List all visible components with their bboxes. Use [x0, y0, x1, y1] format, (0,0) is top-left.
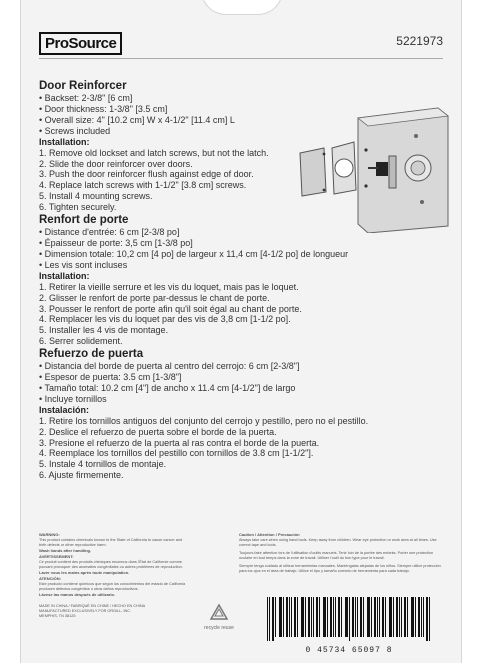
es-spec: • Distancia del borde de puerta al centro del cerrojo: 6 cm [2-3/8"] [39, 361, 300, 372]
en-spec: • Screws included [39, 125, 111, 136]
recycle-icon [208, 603, 230, 623]
upc-barcode [259, 597, 439, 653]
es-step: 2. Deslice el refuerzo de puerta sobre el borde de la puerta. [39, 426, 277, 437]
en-step: 5. Install 4 mounting screws. [39, 191, 153, 202]
fr-install-title: Installation: [39, 270, 90, 281]
en-install-title: Installation: [39, 136, 90, 147]
fr-step: 4. Remplacer les vis du loquet par des vis de 3,8 cm [1-1/2 po]. [39, 314, 291, 325]
sku-number: 5221973 [396, 34, 443, 48]
avert-text: Ce produit contient des produits chimiques reconnus dans l'État de Californie comme pouvant provoquer des anomalies congénitales ou autres problèmes de reproduction. [39, 560, 183, 569]
es-spec: • Tamaño total: 10.2 cm [4"] de ancho x 11.4 cm [4-1/2"] de largo [39, 382, 296, 393]
es-install-title: Instalación: [39, 404, 90, 415]
warning-title: WARNING: [39, 532, 60, 537]
en-spec: • Overall size: 4" [10.2 cm] W x 4-1/2" [11.4 cm] L [39, 114, 235, 125]
en-title: Door Reinforcer [39, 80, 127, 92]
en-step: 3. Push the door reinforcer flush against edge of door. [39, 169, 254, 180]
warning-wash: Wash hands after handling. [39, 548, 92, 553]
brand-logo: ProSource [39, 32, 122, 55]
avert-wash: Laver vous les mains après toute manipulation. [39, 570, 130, 575]
caution-text-es: Siempre tenga cuidado al utilizar herramientas manuales. Manténgalas alejadas de los niños. Siempre utilice protección para los ojos en el área de trabajo. Utilice el tipo y tamaño correcto de herramienta para cada trabajo. [239, 564, 441, 573]
es-step: 5. Instale 4 tornillos de montaje. [39, 459, 167, 470]
fr-spec: • Épaisseur de porte: 3,5 cm [1-3/8 po] [39, 237, 193, 248]
fr-spec: • Distance d'entrée: 6 cm [2-3/8 po] [39, 227, 180, 238]
caution-text: Always take care when using hand tools. Keep away from children. Wear eye protection or work area at all times. Use correct tape and tools. [239, 538, 437, 547]
fr-spec: • Dimension totale: 10,2 cm [4 po] de largeur x 11,4 cm [4-1/2 po] de longueur [39, 248, 349, 259]
caution-block [239, 532, 444, 574]
en-spec: • Door thickness: 1-3/8" [3.5 cm] [39, 103, 168, 114]
hang-hole [201, 0, 283, 15]
es-spec: • Incluye tornillos [39, 393, 107, 404]
atencion-title: ATENCIÓN: [39, 576, 61, 581]
fr-step: 5. Installer les 4 vis de montage. [39, 325, 169, 336]
es-step: 1. Retire los tornillos antiguos del conjunto del cerrojo y pestillo, pero no el pestillo. [39, 415, 369, 426]
atencion-text: Este producto contiene químicos que según los conocimientos del estado de California producen defectos congénitos u otros daños reproductivos. [39, 582, 186, 591]
fr-step: 1. Retirer la vieille serrure et les vis du loquet, mais pas le loquet. [39, 281, 299, 292]
avert-title: AVERTISSEMENT: [39, 554, 74, 559]
made-in: MADE IN CHINA / FABRIQUÉ EN CHINE / HECHO EN CHINA [39, 604, 146, 608]
recycle-logo [199, 603, 239, 631]
es-title: Refuerzo de puerta [39, 348, 144, 361]
fr-step: 2. Glisser le renfort de porte par-dessus le chant de porte. [39, 292, 270, 303]
caution-title: Caution / Attention / Precaución [239, 532, 300, 537]
en-step: 4. Replace latch screws with 1-1/2" [3.8 cm] screws. [39, 180, 247, 191]
fr-step: 6. Serrer solidement. [39, 336, 123, 347]
barcode-digits: 0 45734 65097 8 [305, 646, 393, 655]
header-divider [39, 58, 443, 59]
warning-text: This product contains chemicals known to the State of California to cause cancer and birth defects or other reproductive harm. [39, 538, 183, 547]
es-spec: • Espesor de puerta: 3.5 cm [1-3/8"] [39, 372, 182, 383]
en-step: 6. Tighten securely. [39, 202, 117, 213]
instructions [39, 80, 444, 481]
fr-spec: • Les vis sont incluses [39, 259, 128, 270]
es-step: 4. Reemplace los tornillos del pestillo con tornillos de 3.8 cm [1-1/2"]. [39, 448, 314, 459]
es-step: 6. Ajuste firmemente. [39, 470, 124, 481]
fr-title: Renfort de porte [39, 214, 129, 227]
packaging-card [20, 0, 462, 663]
en-step: 1. Remove old lockset and latch screws, but not the latch. [39, 147, 269, 158]
recycle-label: recycle reuse [204, 625, 234, 631]
es-step: 3. Presione el refuerzo de la puerta al ras contra el borde de la puerta. [39, 437, 320, 448]
manufactured-for: MANUFACTURED EXCLUSIVELY FOR ORGILL, INC. [39, 609, 132, 613]
atencion-wash: Lávese las manos después de utilizarlo. [39, 592, 116, 597]
fr-step: 3. Pousser le renfort de porte afin qu'il soit égal au chant de porte. [39, 303, 302, 314]
en-step: 2. Slide the door reinforcer over doors. [39, 158, 193, 169]
manufacturer-city: MEMPHIS, TN 38125 [39, 614, 76, 618]
caution-text-fr: Toujours faire attention lors de l'utilisation d'outils manuels. Tenir loin de la portée des enfants. Porter une protection oculaire en tout temps dans la zone de travail. Utiliser l'outil du bon type pour le travail. [239, 551, 434, 560]
warning-block [39, 532, 189, 619]
barcode-bars [259, 597, 439, 641]
en-spec: • Backset: 2-3/8" [6 cm] [39, 93, 133, 103]
